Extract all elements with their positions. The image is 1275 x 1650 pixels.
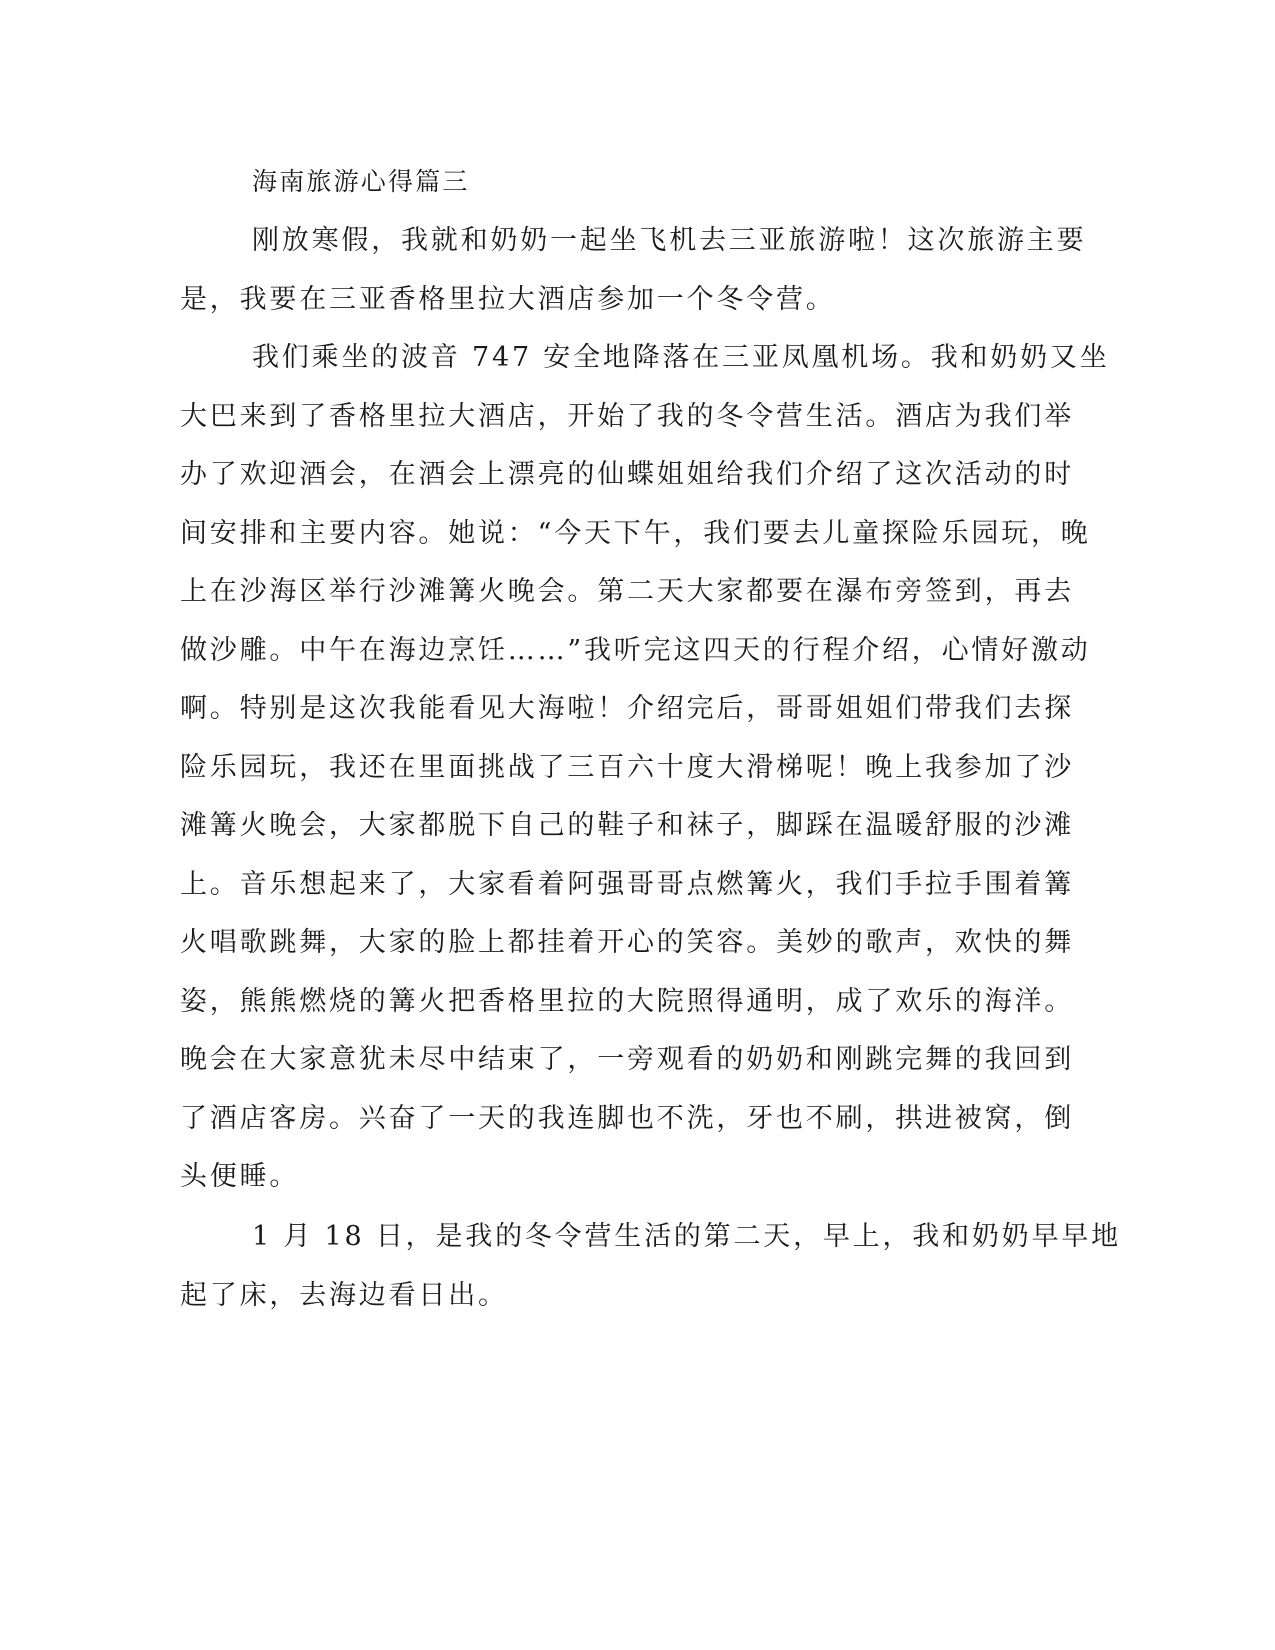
text-line: 头便睡。 — [180, 1161, 300, 1192]
text-line: 姿，熊熊燃烧的篝火把香格里拉的大院照得通明，成了欢乐的海洋。 — [180, 986, 1074, 1017]
text-line: 做沙雕。中午在海边烹饪……”我听完这四天的行程介绍，心情好激动 — [180, 635, 1091, 666]
text-line: 刚放寒假，我就和奶奶一起坐飞机去三亚旅游啦！这次旅游主要 — [252, 225, 1087, 256]
document-title: 海南旅游心得篇三 — [252, 167, 470, 196]
text-line: 是，我要在三亚香格里拉大酒店参加一个冬令营。 — [180, 284, 836, 315]
text-line: 1 月 18 日，是我的冬令营生活的第二天，早上，我和奶奶早早地 — [252, 1221, 1121, 1252]
text-line: 啊。特别是这次我能看见大海啦！介绍完后，哥哥姐姐们带我们去探 — [180, 693, 1074, 724]
text-line: 起了床，去海边看日出。 — [180, 1280, 508, 1311]
text-line: 上在沙海区举行沙滩篝火晚会。第二天大家都要在瀑布旁签到，再去 — [180, 576, 1074, 607]
text-line: 办了欢迎酒会，在酒会上漂亮的仙蝶姐姐给我们介绍了这次活动的时 — [180, 459, 1074, 490]
text-line: 间安排和主要内容。她说：“今天下午，我们要去儿童探险乐园玩，晚 — [180, 518, 1091, 549]
text-line: 上。音乐想起来了，大家看着阿强哥哥点燃篝火，我们手拉手围着篝 — [180, 869, 1074, 900]
text-line: 晚会在大家意犹未尽中结束了，一旁观看的奶奶和刚跳完舞的我回到 — [180, 1044, 1074, 1075]
text-line: 险乐园玩，我还在里面挑战了三百六十度大滑梯呢！晚上我参加了沙 — [180, 752, 1074, 783]
text-line: 滩篝火晚会，大家都脱下自己的鞋子和袜子，脚踩在温暖舒服的沙滩 — [180, 810, 1074, 841]
text-line: 火唱歌跳舞，大家的脸上都挂着开心的笑容。美妙的歌声，欢快的舞 — [180, 927, 1074, 958]
text-line: 大巴来到了香格里拉大酒店，开始了我的冬令营生活。酒店为我们举 — [180, 401, 1074, 432]
text-line: 了酒店客房。兴奋了一天的我连脚也不洗，牙也不刷，拱进被窝，倒 — [180, 1103, 1074, 1134]
text-line: 我们乘坐的波音 747 安全地降落在三亚凤凰机场。我和奶奶又坐 — [252, 342, 1110, 373]
